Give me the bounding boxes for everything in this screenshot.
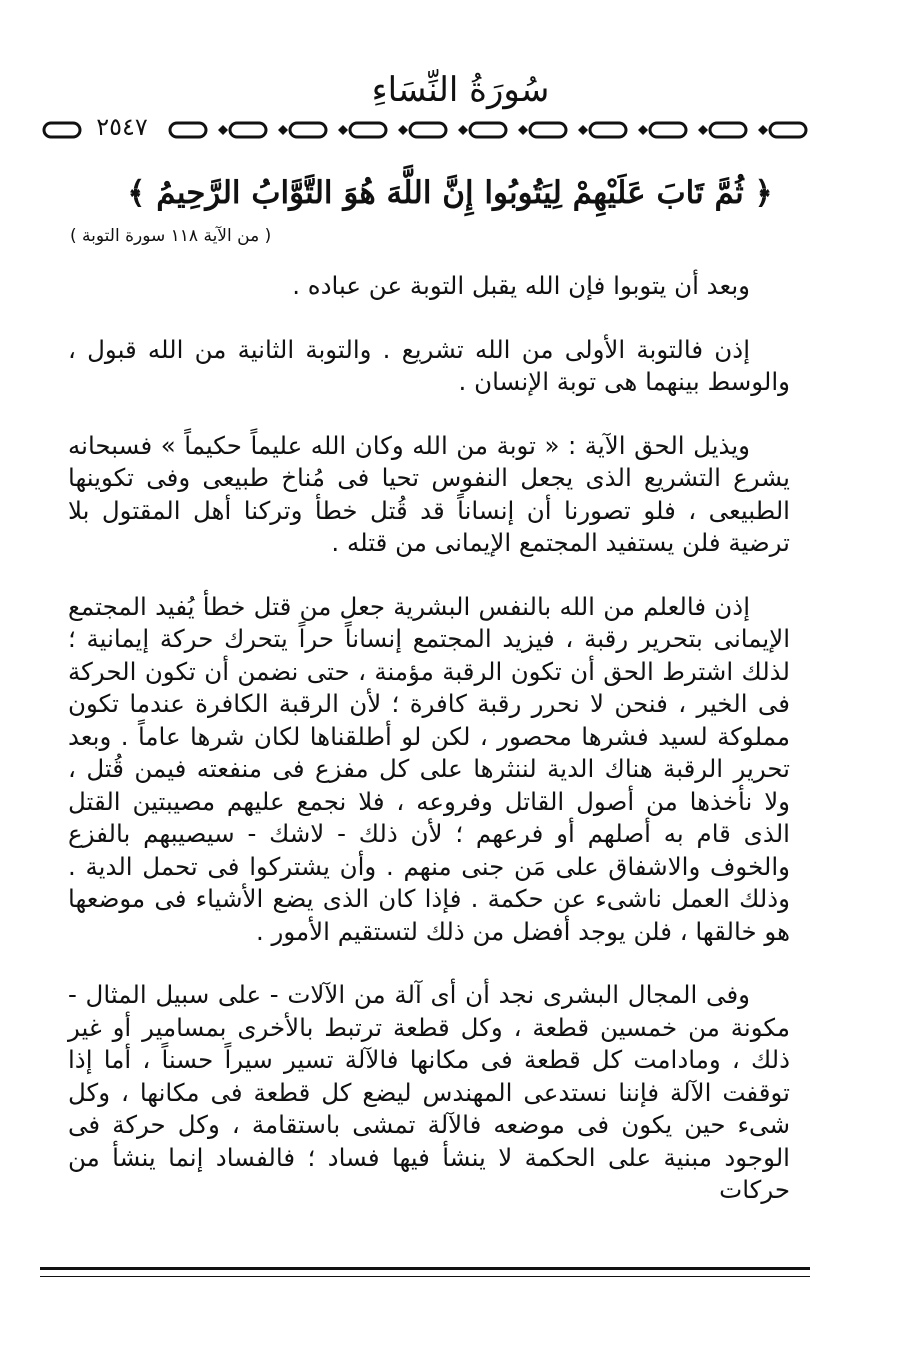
paragraph-4: إذن فالعلم من الله بالنفس البشرية جعل من قتل خطأ يُفيد المجتمع الإيمانى بتحرير رقبة ، فيزيد المجتمع إنساناً حراً يتحرك حركة إيمانية ؛ لذلك اشترط الحق أن تكون الرقبة مؤمنة ، حتى نضمن أن تكون الحركة فى الخير ، فنحن لا نحرر رقبة كافرة ؛ لأن الرقبة الكافرة عندما تكون مملوكة لسيد فشرها محصور ، لكن لو أطلقناها لكان شرها عاماً . وبعد تحرير الرقبة هناك الدية لننثرها على كل مفزع فى منفعته فيمن قُتل ، ولا نأخذها من أصول القاتل وفروعه ، فلا نجمع عليهم مصيبتين القتل الذى قام به أصلهم أو فرعهم ؛ لأن ذلك - لاشك - سيصيبهم بالفزع والخوف والاشفاق على مَن جنى منهم . وأن يشتركوا فى تحمل الدية . وذلك العمل ناشىء عن حكمة . فإذا كان الذى يضع الأشياء فى موضعها هو خالقها ، فلن يوجد أفضل من ذلك لتستقيم الأمور . xyxy=(68,591,790,946)
paragraph-1: وبعد أن يتوبوا فإن الله يقبل التوبة عن عباده . xyxy=(292,271,750,300)
paragraph-5: وفى المجال البشرى نجد أن أى آلة من الآلات - على سبيل المثال - مكونة من خمسين قطعة ، وكل قطعة ترتبط بالأخرى بمسامير أو غير ذلك ، ومادامت كل قطعة فى مكانها فالآلة تسير سيراً حسناً ، أما إذا توقفت الآلة فإننا نستدعى المهندس ليضع كل قطعة فى مكانها ، وكل شىء حين يكون فى موضعه فالآلة تمشى باستقامة ، وكل حركة فى الوجود مبنية على الحكمة لا ينشأ فيها فساد ؛ فالفساد إنما ينشأ من حركات xyxy=(68,980,790,1204)
paragraph-3: ويذيل الحق الآية : « توبة من الله وكان الله عليماً حكيماً » فسبحانه يشرع التشريع الذى يجعل النفوس تحيا فى مُناخ طبيعى وفى تكوينها الطبيعى ، فلو تصورنا أن إنساناً قد قُتل خطأ وتركنا أهل المقتول بلا ترضية فلن يستفيد المجتمع الإيمانى من قتله . xyxy=(68,430,790,557)
paragraph-2: إذن فالتوبة الأولى من الله تشريع . والتوبة الثانية من الله قبول ، والوسط بينهما هى توبة الإنسان . xyxy=(68,334,790,396)
footer-rule xyxy=(40,1267,810,1277)
quran-verse: ﴿ ثُمَّ تَابَ عَلَيْهِمْ لِيَتُوبُوا إِنَّ اللَّهَ هُوَ التَّوَّابُ الرَّحِيمُ ﴾ xyxy=(127,175,773,211)
surah-title: سُورَةُ النِّسَاءِ xyxy=(371,70,550,110)
verse-reference: ( من الآية ١١٨ سورة التوبة ) xyxy=(70,226,272,246)
page-number: ٢٥٤٧ xyxy=(82,112,162,142)
commentary-text xyxy=(68,270,790,1238)
